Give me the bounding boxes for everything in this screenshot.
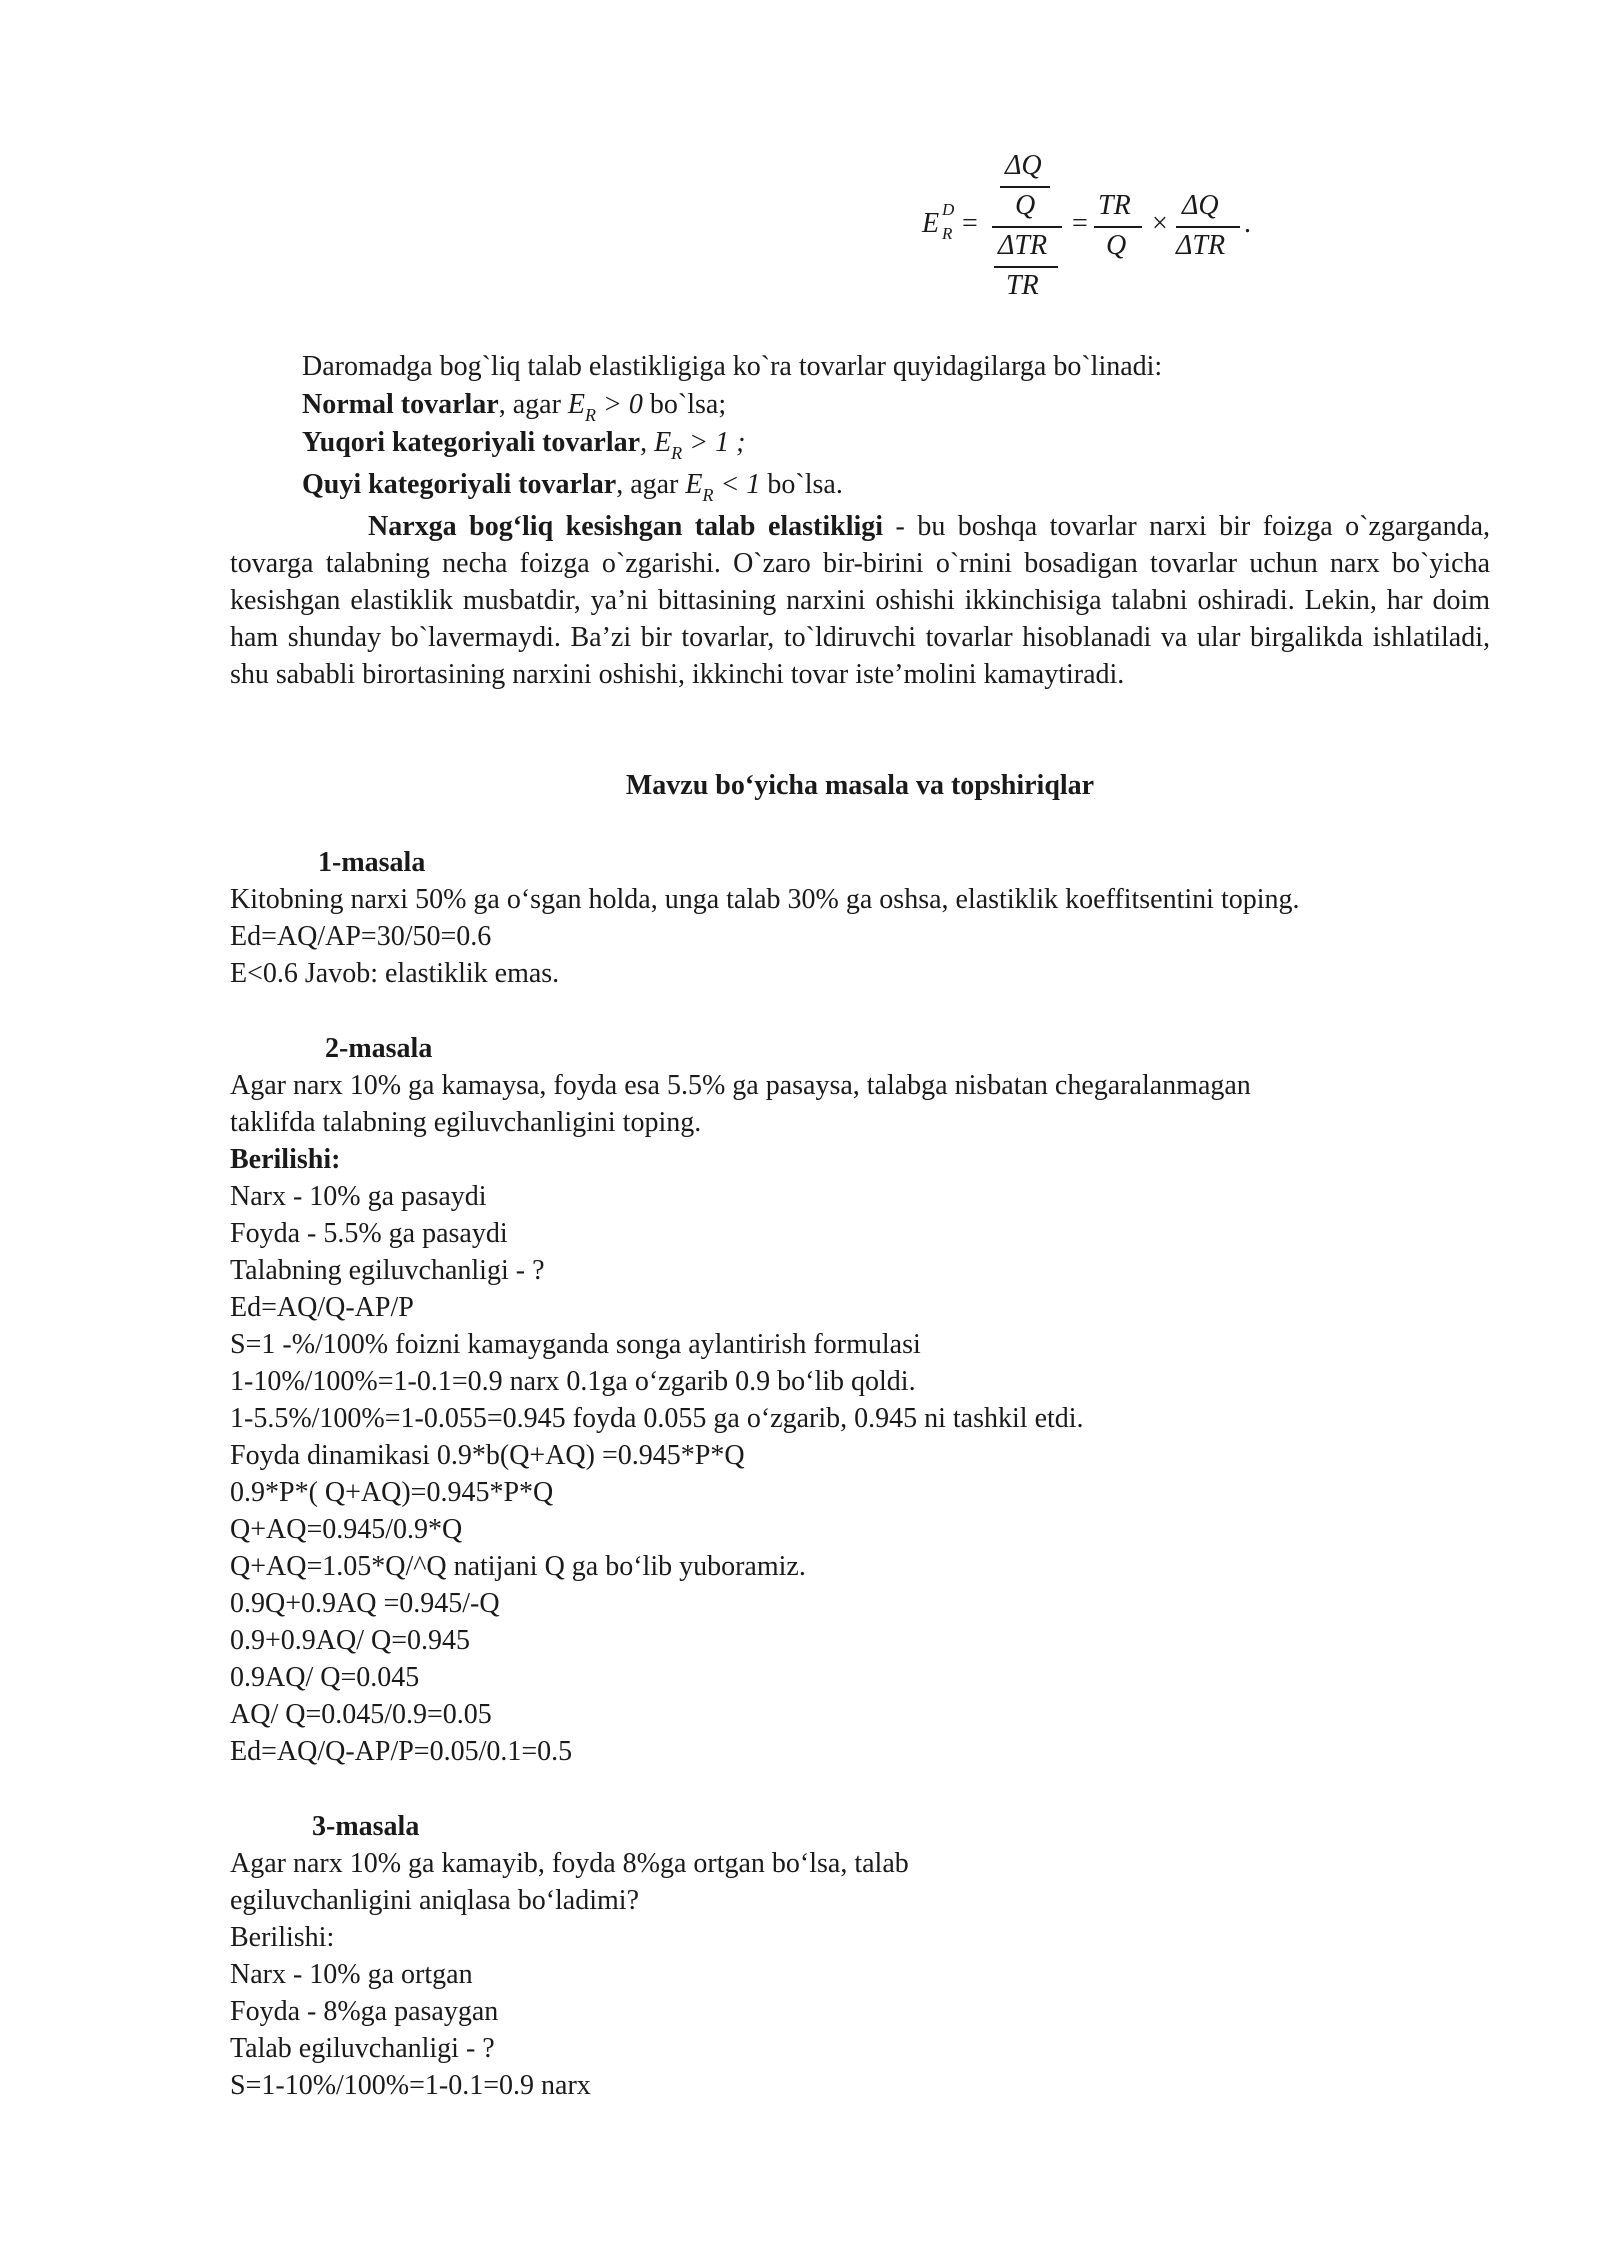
inferior-goods-tail: bo`lsa. [760,469,843,500]
superior-goods-cond-rel: > 1 ; [682,427,746,458]
superior-goods-line [302,424,745,464]
inferior-goods-middle: , agar [616,469,686,500]
formula-e-sup: D [942,200,955,219]
inferior-goods-line [302,466,843,506]
superior-goods-cond-e: E [654,427,672,458]
formula-tr-num: TR [1098,190,1131,221]
formula-q-den: Q [1106,230,1127,261]
task2-line: Ed=AQ/Q-AP/P=0.05/0.1=0.5 [230,1736,573,1767]
intro-line: Daromadga bog`liq talab elastikligiga ko`ra tovarlar quyidagilarga bo`linadi: [302,351,1163,382]
formula-delta-q-num: ΔQ [1182,190,1219,221]
formula-inner-bar-bottom [994,266,1058,268]
task3-line: Foyda - 8%ga pasaygan [230,1996,499,2027]
formula-inner-bar-top [1000,186,1050,188]
formula-bar-tr-q [1094,226,1142,228]
formula-times: × [1152,208,1168,239]
cross-elasticity-term: Narxga bog‘liq kesishgan talab elastikligi [368,511,884,542]
normal-goods-label: Normal tovarlar [302,389,499,420]
formula-dot: . [1244,208,1251,239]
task2-line: 1-10%/100%=1-0.1=0.9 narx 0.1ga o‘zgarib 0.9 bo‘lib qoldi. [230,1366,916,1397]
task2-line: Foyda dinamikasi 0.9*b(Q+AQ) =0.945*P*Q [230,1440,745,1471]
task2-line: Q+AQ=0.945/0.9*Q [230,1514,463,1545]
task1-line: Ed=AQ/AP=30/50=0.6 [230,921,492,952]
superior-goods-middle: , [640,427,655,458]
task2-line: AQ/ Q=0.045/0.9=0.05 [230,1699,492,1730]
task2-line: 0.9*P*( Q+AQ)=0.945*P*Q [230,1477,554,1508]
income-elasticity-formula [920,150,1260,320]
task2-line: S=1 -%/100% foizni kamayganda songa aylantirish formulasi [230,1329,921,1360]
formula-eq2: = [1072,208,1088,239]
inferior-goods-cond-sub: R [702,485,714,505]
formula-e: E [922,208,940,239]
task1-line: Kitobning narxi 50% ga o‘sgan holda, unga talab 30% ga oshsa, elastiklik koeffitsentini toping. [230,884,1300,915]
section-title: Mavzu bo‘yicha masala va topshiriqlar [625,770,1095,801]
task2-line: 0.9Q+0.9AQ =0.945/-Q [230,1588,500,1619]
inferior-goods-cond-rel: < 1 [713,469,761,500]
formula-delta-q-top: ΔQ [1005,150,1042,181]
superior-goods-label: Yuqori kategoriyali tovarlar [302,427,641,458]
normal-goods-line [302,386,726,426]
task1-line: E<0.6 Javob: elastiklik emas. [230,958,560,989]
cross-elasticity-text: - bu boshqa tovarlar narxi bir foizga o`zgarganda, tovarga talabning necha foizga o`zgarishi. O`zaro bir-birini o`rnini bosadigan tovarlar uchun narx bo`yicha kesishgan elastiklik musbatdir, yaʼni bittasining narxini oshishi ikkinchisiga talabni oshiradi. Lekin, har doim ham shunday bo`lavermaydi. Baʼzi bir tovarlar, to`ldiruvchi tovarlar hisoblanadi va ular birgalikda ishlatiladi, shu sababli birortasining narxini oshishi, ikkinchi tovar isteʼmolini kamaytiradi. [230,511,1490,690]
inferior-goods-label: Quyi kategoriyali tovarlar [302,469,617,500]
formula-delta-tr-den: ΔTR [1176,230,1226,261]
task3-line: Agar narx 10% ga kamayib, foyda 8%ga ortgan bo‘lsa, talab [230,1848,909,1879]
formula-main-bar [992,226,1062,228]
task1-title: 1-masala [318,847,426,878]
task2-line: Agar narx 10% ga kamaysa, foyda esa 5.5% ga pasaysa, talabga nisbatan chegaralanmagan [230,1070,1251,1101]
cross-elasticity-paragraph [230,508,1490,693]
task2-line: Talabning egiluvchanligi - ? [230,1255,545,1286]
formula-bar-dq-dtr [1176,226,1240,228]
normal-goods-cond-sub: R [585,405,597,425]
task3-line: Talab egiluvchanligi - ? [230,2033,495,2064]
formula-eq1: = [962,208,978,239]
formula-e-sub: R [942,224,953,243]
task2-line: 0.9+0.9AQ/ Q=0.945 [230,1625,471,1656]
task2-line: 0.9AQ/ Q=0.045 [230,1662,420,1693]
task2-given-label: Berilishi: [230,1144,341,1175]
formula-tr-bottom: TR [1006,270,1039,301]
task3-title: 3-masala [312,1811,420,1842]
inferior-goods-cond-e: E [685,469,703,500]
formula-delta-tr: ΔTR [998,230,1048,261]
formula-q-mid: Q [1015,190,1036,221]
task2-title: 2-masala [325,1033,433,1064]
task2-line: Foyda - 5.5% ga pasaydi [230,1218,508,1249]
task2-line: Ed=AQ/Q-AP/P [230,1292,414,1323]
normal-goods-middle: , agar [498,389,568,420]
normal-goods-cond-e: E [567,389,586,420]
task2-line: Narx - 10% ga pasaydi [230,1181,487,1212]
task3-line: egiluvchanligini aniqlasa bo‘ladimi? [230,1885,639,1916]
task3-line: S=1-10%/100%=1-0.1=0.9 narx [230,2070,591,2101]
superior-goods-cond-sub: R [671,443,683,463]
task2-line: taklifda talabning egiluvchanligini toping. [230,1107,702,1138]
task3-line: Narx - 10% ga ortgan [230,1959,473,1990]
normal-goods-tail: bo`lsa; [642,389,727,420]
normal-goods-cond-rel: > 0 [596,389,643,420]
task2-line: 1-5.5%/100%=1-0.055=0.945 foyda 0.055 ga o‘zgarib, 0.945 ni tashkil etdi. [230,1403,1084,1434]
task3-line: Berilishi: [230,1922,335,1953]
task2-line: Q+AQ=1.05*Q/^Q natijani Q ga bo‘lib yuboramiz. [230,1551,806,1582]
